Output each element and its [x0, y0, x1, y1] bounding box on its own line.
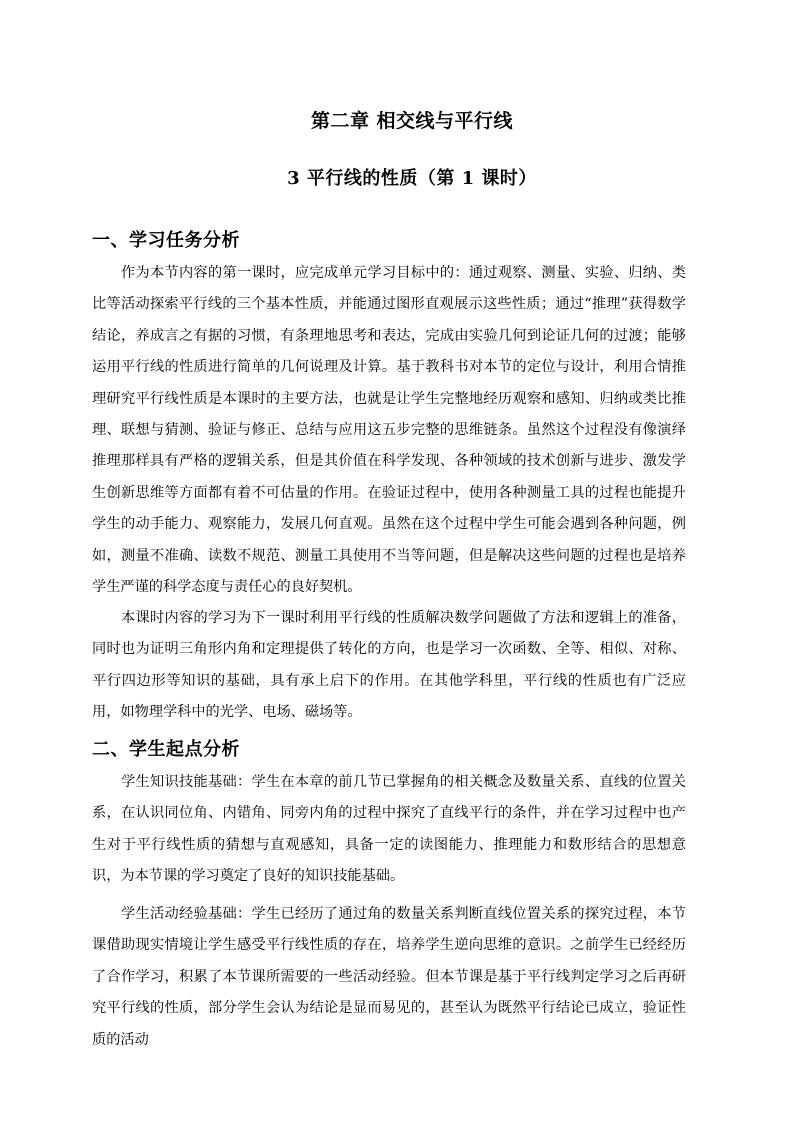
paragraph: 本课时内容的学习为下一课时利用平行线的性质解决数学问题做了方法和逻辑上的准备，同时也为证明三角形内角和定理提供了转化的方向，也是学习一次函数、全等、相似、对称、平行四边形等知识的基础，具有承上启下的作用。在其他学科里，平行线的性质也有广泛应用，如物理学科中的光学、电场、磁场等。 — [92, 610, 686, 721]
paragraph: 作为本节内容的第一课时，应完成单元学习目标中的：通过观察、测量、实验、归纳、类比等活动探索平行线的三个基本性质，并能通过图形直观展示这些性质；通过“推理”获得数学结论，养成言之有据的习惯，有条理地思考和表达，完成由实验几何到论证几何的过渡；能够运用平行线的性质进行简单的几何说理及计算。基于教科书对本节的定位与设计，利用合情推理研究平行线性质是本课时的主要方法，也就是让学生完整地经历观察和感知、归纳或类比推理、联想与猜测、验证与修正、总结与应用这五步完整的思维链条。虽然这个过程没有像演绎推理那样具有严格的逻辑关系，但是其价值在科学发现、各种领域的技术创新与进步、激发学生创新思维等方面都有着不可估量的作用。在验证过程中，使用各种测量工具的过程也能提升学生的动手能力、观察能力，发展几何直观。虽然在这个过程中学生可能会遇到各种问题，例如，测量不准确、读数不规范、测量工具使用不当等问题，但是解决这些问题的过程也是培养学生严谨的科学态度与责任心的良好契机。 — [92, 265, 686, 596]
paragraph: 学生知识技能基础：学生在本章的前几节已掌握角的相关概念及数量关系、直线的位置关系，在认识同位角、内错角、同旁内角的过程中探究了直线平行的条件，并在学习过程中也产生对于平行线性质的猜想与直观感知，具备一定的读图能力、推理能力和数形结合的思想意识，为本节课的学习奠定了良好的知识技能基础。 — [92, 774, 686, 885]
paragraph: 学生活动经验基础：学生已经历了通过角的数量关系判断直线位置关系的探究过程，本节课借助现实情境让学生感受平行线性质的存在，培养学生逆向思维的意识。之前学生已经经历了合作学习，积累了本节课所需要的一些活动经验。但本节课是基于平行线判定学习之后再研究平行线的性质，部分学生会认为结论是显而易见的，甚至认为既然平行结论已成立，验证性质的活动 — [92, 906, 686, 1048]
chapter-title: 第二章 相交线与平行线 — [310, 110, 514, 132]
lesson-title: 3 平行线的性质（第 1 课时） — [287, 168, 537, 189]
section-heading-task-analysis: 一、学习任务分析 — [92, 230, 240, 251]
section-heading-student-analysis: 二、学生起点分析 — [92, 739, 240, 760]
